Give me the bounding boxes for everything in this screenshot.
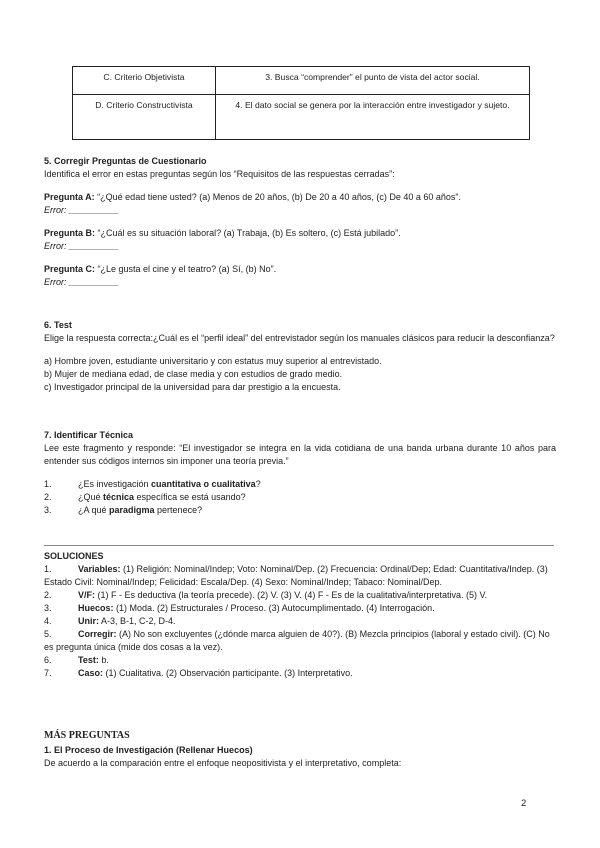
item-text: ¿Es investigación xyxy=(78,479,152,490)
item-bold: Corregir: xyxy=(78,629,117,640)
item-text: pertenece? xyxy=(154,505,203,516)
criteria-table xyxy=(72,66,530,140)
section-text: De acuerdo a la comparación entre el enfoque neopositivista y el interpretativo, completa: xyxy=(44,757,402,768)
question-text: “¿Le gusta el cine y el teatro? (a) Sí, (b) No”. xyxy=(95,264,277,275)
item-number: 5. xyxy=(44,629,52,640)
list-item xyxy=(44,504,556,517)
question-a xyxy=(44,191,556,204)
item-bold: Huecos: xyxy=(78,603,114,614)
section-5 xyxy=(44,155,556,289)
subsection-title: 1. El Proceso de Investigación (Rellenar Huecos) xyxy=(44,744,253,755)
item-number: 3. xyxy=(44,603,52,614)
section-intro: Identifica el error en estas preguntas según los “Requisitos de las respuestas cerradas”: xyxy=(44,169,395,180)
item-bold: técnica xyxy=(103,492,135,503)
table-row xyxy=(73,95,530,140)
item-text: (1) Cualitativa. (2) Observación participante. (3) Interpretativo. xyxy=(103,668,353,679)
test-option: a) Hombre joven, estudiante universitario y con estatus muy superior al entrevistado. xyxy=(44,356,382,367)
item-bold: Unir: xyxy=(78,616,99,627)
section-heading: MÁS PREGUNTAS xyxy=(44,730,130,741)
item-text: (1) F - Es deductiva (la teoría precede). (2) V. (3) V. (4) F - Es de la cualitativa/interpretativa. (5) V. xyxy=(95,590,488,601)
table-row xyxy=(73,67,530,95)
section-title: 7. Identificar Técnica xyxy=(44,430,134,440)
item-bold: Caso: xyxy=(78,668,104,679)
section-title: 5. Corregir Preguntas de Cuestionario xyxy=(44,156,207,166)
item-bold: paradigma xyxy=(109,505,155,516)
item-bold: Variables: xyxy=(78,564,121,575)
test-option: c) Investigador principal de la universidad para dar prestigio a la encuesta. xyxy=(44,382,341,393)
item-number: 6. xyxy=(44,655,52,666)
item-number: 2. xyxy=(44,492,52,503)
item-number: 4. xyxy=(44,616,52,627)
solution-item xyxy=(44,589,556,602)
solutions-section xyxy=(44,550,556,680)
list-item xyxy=(44,478,556,491)
question-label: Pregunta C: xyxy=(44,264,96,275)
table-cell: 4. El dato social se genera por la interacción entre investigador y sujeto. xyxy=(216,95,530,140)
item-bold: V/F: xyxy=(78,590,95,601)
test-option: b) Mujer de mediana edad, de clase media y con estudios de grado medio. xyxy=(44,369,343,380)
item-text: b. xyxy=(98,655,109,666)
solution-item xyxy=(44,667,556,680)
item-text: (1) Religión: Nominal/Indep; Voto: Nominal/Dep. (2) Frecuencia: Ordinal/Dep; Edad: Cuantitativa/Indep. (3) Estado Civil: Nominal/Indep; Felicidad: Escala/Dep. (4) Sexo: Nominal/Indep; Tabaco: Nominal/Dep. xyxy=(44,564,548,588)
section-title: SOLUCIONES xyxy=(44,551,104,561)
error-line: Error: __________ xyxy=(44,241,120,252)
question-text: “¿Qué edad tiene usted? (a) Menos de 20 años, (b) De 20 a 40 años, (c) De 40 a 60 años”. xyxy=(94,192,461,203)
divider xyxy=(44,545,554,546)
section-title: 6. Test xyxy=(44,320,72,330)
solution-item xyxy=(44,615,556,628)
solution-item xyxy=(44,563,556,589)
question-text: “¿Cuál es su situación laboral? (a) Trabaja, (b) Es soltero, (c) Está jubilado”. xyxy=(95,228,401,239)
question-label: Pregunta B: xyxy=(44,228,96,239)
item-number: 7. xyxy=(44,668,52,679)
solution-item xyxy=(44,654,556,667)
error-line: Error: __________ xyxy=(44,277,120,288)
item-number: 1. xyxy=(44,479,52,490)
table-cell: 3. Busca “comprender” el punto de vista del actor social. xyxy=(216,67,530,95)
section-6 xyxy=(44,319,556,394)
question-b xyxy=(44,227,556,240)
page-number: 2 xyxy=(521,798,527,809)
test-question: Elige la respuesta correcta:¿Cuál es el “perfil ideal” del entrevistador según los manuales clásicos para reducir la desconfianza? xyxy=(44,333,555,344)
item-text: ? xyxy=(255,479,261,490)
item-text: específica se está usando? xyxy=(134,492,246,503)
item-number: 3. xyxy=(44,505,52,516)
item-text: (1) Moda. (2) Estructurales / Proceso. (3) Autocumplimentado. (4) Interrogación. xyxy=(113,603,435,614)
section-text: Lee este fragmento y responde: “El investigador se integra en la vida cotidiana de una banda urbana durante 10 años para entender sus códigos internos sin imponer una teoría previa.” xyxy=(44,443,556,467)
question-label: Pregunta A: xyxy=(44,192,95,203)
item-text: ¿Qué xyxy=(78,492,104,503)
section-7 xyxy=(44,429,556,517)
question-c xyxy=(44,263,556,276)
item-text: A-3, B-1, C-2, D-4. xyxy=(99,616,176,627)
error-line: Error: __________ xyxy=(44,205,120,216)
table-cell: D. Criterio Constructivista xyxy=(73,95,216,140)
item-text: (A) No son excluyentes (¿dónde marca alguien de 40?). (B) Mezcla principios (laboral y estado civil). (C) No es pregunta única (mide dos cosas a la vez). xyxy=(44,629,550,653)
more-questions-section xyxy=(44,729,556,770)
item-number: 2. xyxy=(44,590,52,601)
solution-item xyxy=(44,602,556,615)
item-bold: Test: xyxy=(78,655,99,666)
table-cell: C. Criterio Objetivista xyxy=(73,67,216,95)
solution-item xyxy=(44,628,556,654)
item-bold: cuantitativa o cualitativa xyxy=(151,479,256,490)
item-number: 1. xyxy=(44,564,52,575)
item-text: ¿A qué xyxy=(78,505,110,516)
list-item xyxy=(44,491,556,504)
